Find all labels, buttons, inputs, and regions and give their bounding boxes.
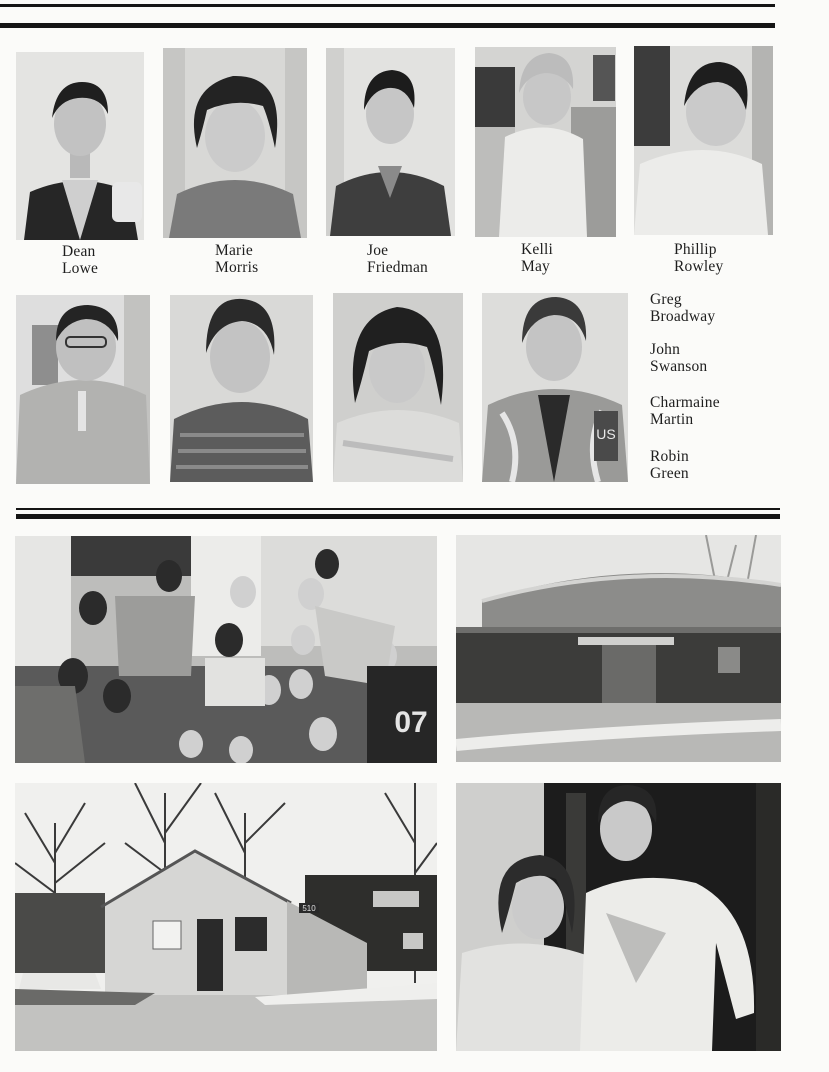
building-photo-curved-roof (456, 535, 781, 762)
portrait-charmaine-martin (333, 293, 463, 482)
caption-phillip-rowley (674, 241, 723, 275)
portrait-dean-lowe (16, 52, 144, 240)
last-name: Swanson (650, 358, 708, 375)
last-name: Green (650, 465, 689, 482)
top-rule-thin (0, 4, 775, 7)
first-name: Phillip (674, 241, 717, 258)
caption-dean-lowe (62, 243, 98, 277)
last-name: May (521, 258, 551, 275)
caption-marie-morris (215, 242, 258, 276)
caption-john-swanson (650, 341, 707, 375)
first-name: Kelli (521, 241, 553, 258)
portrait-john-swanson (170, 295, 313, 482)
last-name: Lowe (62, 260, 99, 277)
jersey-number: 07 (394, 706, 428, 739)
first-name: John (650, 341, 681, 358)
building-photo-school (15, 783, 437, 1051)
portrait-robin-green (482, 293, 628, 482)
last-name: Morris (215, 259, 259, 276)
portrait-marie-morris (163, 48, 307, 238)
last-name: Broadway (650, 308, 716, 325)
portrait-greg-broadway (16, 295, 150, 484)
divider-rule-thick (16, 514, 780, 519)
last-name: Rowley (674, 258, 724, 275)
caption-robin-green (650, 448, 689, 482)
caption-kelli-may (521, 241, 553, 275)
first-name: Greg (650, 291, 682, 308)
group-photo (15, 536, 437, 763)
caption-joe-friedman (367, 242, 428, 276)
first-name: Robin (650, 448, 689, 465)
top-rule-thick (0, 23, 775, 28)
caption-greg-broadway (650, 291, 715, 325)
first-name: Charmaine (650, 394, 720, 411)
jacket-text: US (596, 426, 616, 442)
building-number: 510 (302, 904, 316, 913)
two-students-photo (456, 783, 781, 1051)
portrait-joe-friedman (326, 48, 455, 236)
divider-rule-thin (16, 508, 780, 510)
last-name: Martin (650, 411, 694, 428)
portrait-kelli-may (475, 47, 616, 237)
first-name: Joe (367, 242, 389, 259)
caption-charmaine-martin (650, 394, 720, 428)
first-name: Marie (215, 242, 254, 259)
last-name: Friedman (367, 259, 429, 276)
portrait-phillip-rowley (634, 46, 773, 235)
first-name: Dean (62, 243, 96, 260)
